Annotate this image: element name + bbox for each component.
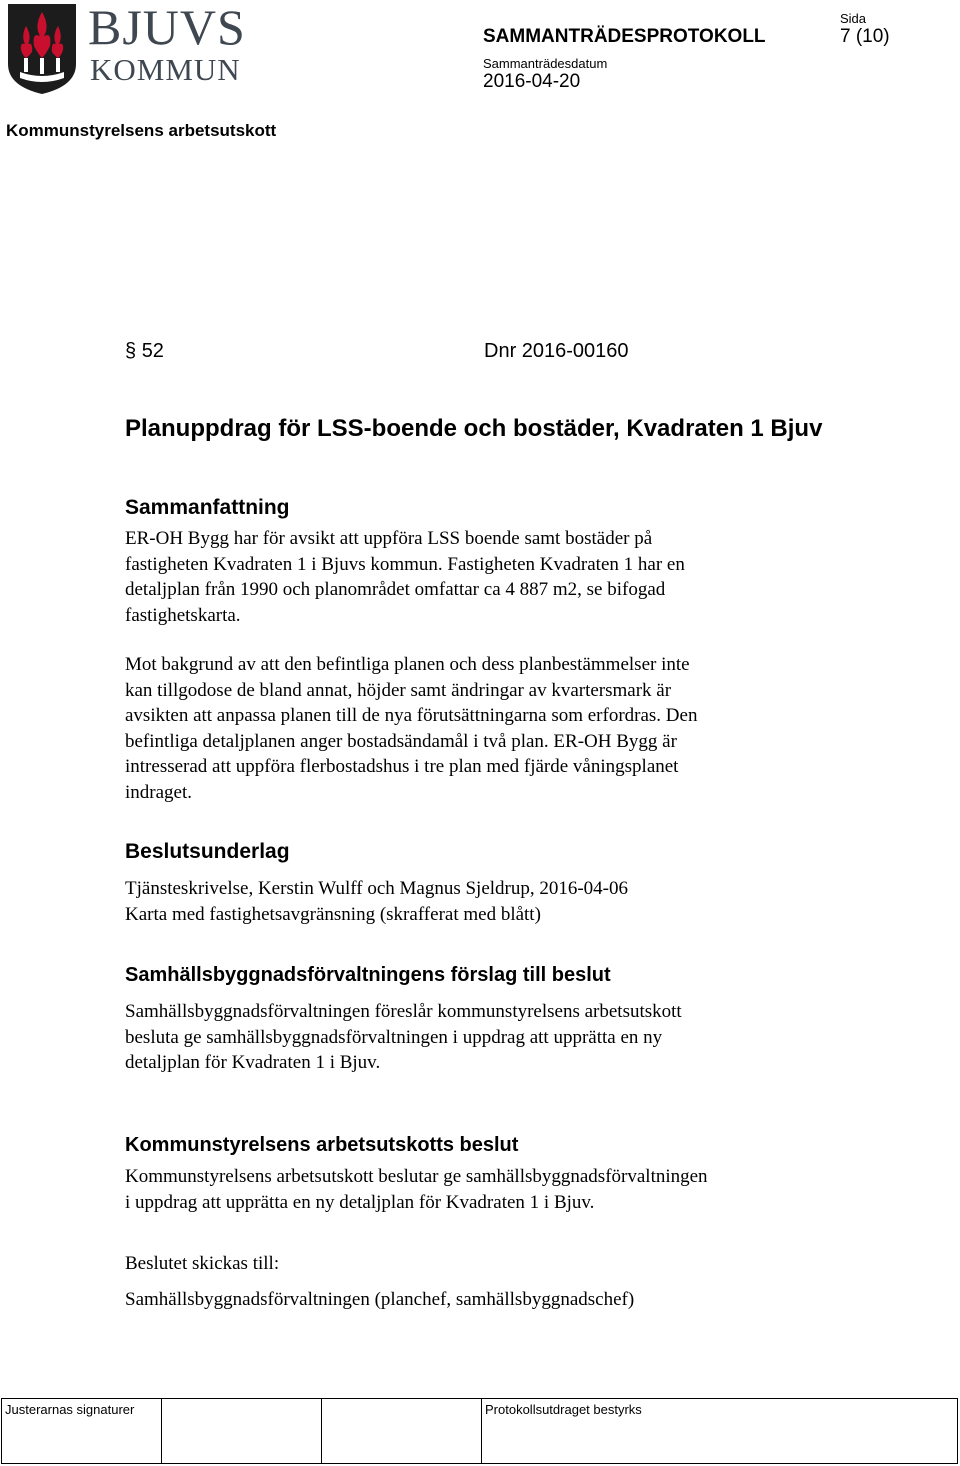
text-line: fastigheten Kvadraten 1 i Bjuvs kommun. Fastigheten Kvadraten 1 har en [125,553,685,575]
decision-basis-heading: Beslutsunderlag [125,840,290,863]
decision-heading: Kommunstyrelsens arbetsutskotts beslut [125,1134,519,1156]
municipality-logo [2,0,246,100]
summary-paragraph-2 [125,652,825,805]
text-line: intresserad att uppföra flerbostadshus i tre plan med fjärde våningsplanet [125,756,679,777]
text-line: indraget. [125,781,193,803]
text-line: befintliga detaljplanen anger bostadsändamål i två plan. ER-OH Bygg är [125,730,677,752]
text-line: i uppdrag att upprätta en ny detaljplan för Kvadraten 1 i Bjuv. [125,1191,595,1213]
text-line: kan tillgodose de bland annat, höjder samt ändringar av kvartersmark är [125,679,672,701]
decision-basis-list [125,876,825,927]
bjuv-coat-of-arms-icon [6,2,78,96]
signatures-label: Justerarnas signaturer [5,1402,135,1417]
sent-to-recipients: Samhällsbyggnadsförvaltningen (planchef, samhällsbyggnadschef) [125,1289,635,1310]
proposal-paragraph [125,999,825,1076]
paragraph-number [125,339,164,363]
text-line: Mot bakgrund av att den befintliga planen och dess planbestämmelser inte [125,654,690,675]
text-line: detaljplan för Kvadraten 1 i Bjuv. [125,1052,381,1073]
decision-paragraph [125,1164,825,1215]
extract-certification-label: Protokollsutdraget bestyrks [485,1402,642,1417]
signature-box [322,1399,482,1464]
signature-table [1,1398,958,1464]
committee-name: Kommunstyrelsens arbetsutskott [6,121,277,140]
basis-item: Karta med fastighetsavgränsning (skrafferat med blått) [125,903,541,925]
logo-text-bjuvs: BJUVS [88,0,246,55]
summary-paragraph-1 [125,526,825,628]
proposal-heading: Samhällsbyggnadsförvaltningens förslag till beslut [125,964,611,986]
paragraph-symbol: § [125,340,137,362]
extract-certification-cell [482,1399,958,1464]
summary-heading: Sammanfattning [125,496,290,519]
signature-box [162,1399,322,1464]
text-line: ER-OH Bygg har för avsikt att uppföra LSS boende samt bostäder på [125,528,653,549]
case-number: Dnr 2016-00160 [484,340,629,362]
text-line: detaljplan från 1990 och planområdet omfattar ca 4 887 m2, se bifogad [125,579,666,600]
sent-to-label: Beslutet skickas till: [125,1253,280,1274]
paragraph-number-value: 52 [141,340,164,362]
text-line: avsikten att anpassa planen till de nya förutsättningarna som erfordras. Den [125,705,698,726]
signatures-label-cell [2,1399,162,1464]
basis-item: Tjänsteskrivelse, Kerstin Wulff och Magnus Sjeldrup, 2016-04-06 [125,878,629,899]
meeting-date-value: 2016-04-20 [483,71,581,92]
page-label: Sida [840,11,867,26]
meeting-date-label: Sammanträdesdatum [483,56,608,71]
document-title: SAMMANTRÄDESPROTOKOLL [483,26,766,47]
text-line: Samhällsbyggnadsförvaltningen föreslår kommunstyrelsens arbetsutskott [125,1001,682,1022]
text-line: besluta ge samhällsbyggnadsförvaltningen i uppdrag att upprätta en ny [125,1026,663,1048]
text-line: fastighetskarta. [125,604,241,626]
text-line: Kommunstyrelsens arbetsutskott beslutar ge samhällsbyggnadsförvaltningen [125,1166,708,1187]
logo-text-kommun: KOMMUN [90,52,241,87]
page-number: 7 (10) [840,26,890,47]
item-title: Planuppdrag för LSS-boende och bostäder, Kvadraten 1 Bjuv [125,415,823,442]
